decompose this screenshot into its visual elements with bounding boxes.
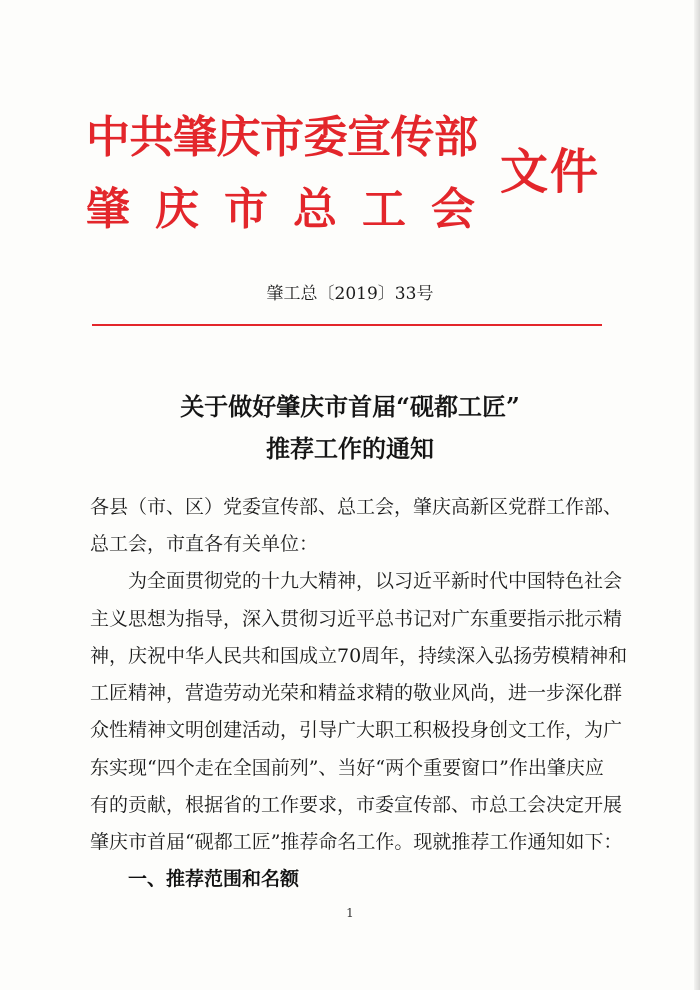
body-line: 为全面贯彻党的十九大精神，以习近平新时代中国特色社会 — [90, 570, 623, 592]
body-line: 各县（市、区）党委宣传部、总工会，肇庆高新区党群工作部、 — [90, 496, 623, 518]
body-line: 神，庆祝中华人民共和国成立70周年，持续深入弘扬劳模精神和 — [90, 645, 628, 667]
notice-title-line-2: 推荐工作的通知 — [266, 434, 434, 463]
body-line: 东实现“四个走在全国前列”、当好“两个重要窗口”作出肇庆应 — [90, 757, 604, 779]
section-heading: 一、推荐范围和名额 — [128, 868, 300, 890]
page-number: 1 — [346, 906, 354, 920]
red-divider-line — [92, 324, 602, 326]
issuer-name-party: 中共肇庆市委宣传部 — [86, 112, 478, 163]
body-line: 众性精神文明创建活动，引导广大职工积极投身创文工作，为广 — [90, 719, 623, 741]
issuer-name-union: 肇庆市总工会 — [86, 184, 500, 235]
document-type-label: 文件 — [500, 144, 601, 200]
page-edge-shadow — [694, 0, 700, 990]
body-line: 主义思想为指导，深入贯彻习近平总书记对广东重要指示批示精 — [90, 608, 623, 630]
body-line: 肇庆市首届“砚都工匠”推荐命名工作。现就推荐工作通知如下： — [90, 831, 623, 853]
document-number: 肇工总〔2019〕33号 — [266, 284, 434, 304]
body-line: 工匠精神，营造劳动光荣和精益求精的敬业风尚，进一步深化群 — [90, 682, 623, 704]
body-line: 总工会，市直各有关单位： — [90, 533, 319, 555]
notice-title-line-1: 关于做好肇庆市首届“砚都工匠” — [180, 392, 520, 421]
body-line: 有的贡献，根据省的工作要求，市委宣传部、市总工会决定开展 — [90, 794, 623, 816]
